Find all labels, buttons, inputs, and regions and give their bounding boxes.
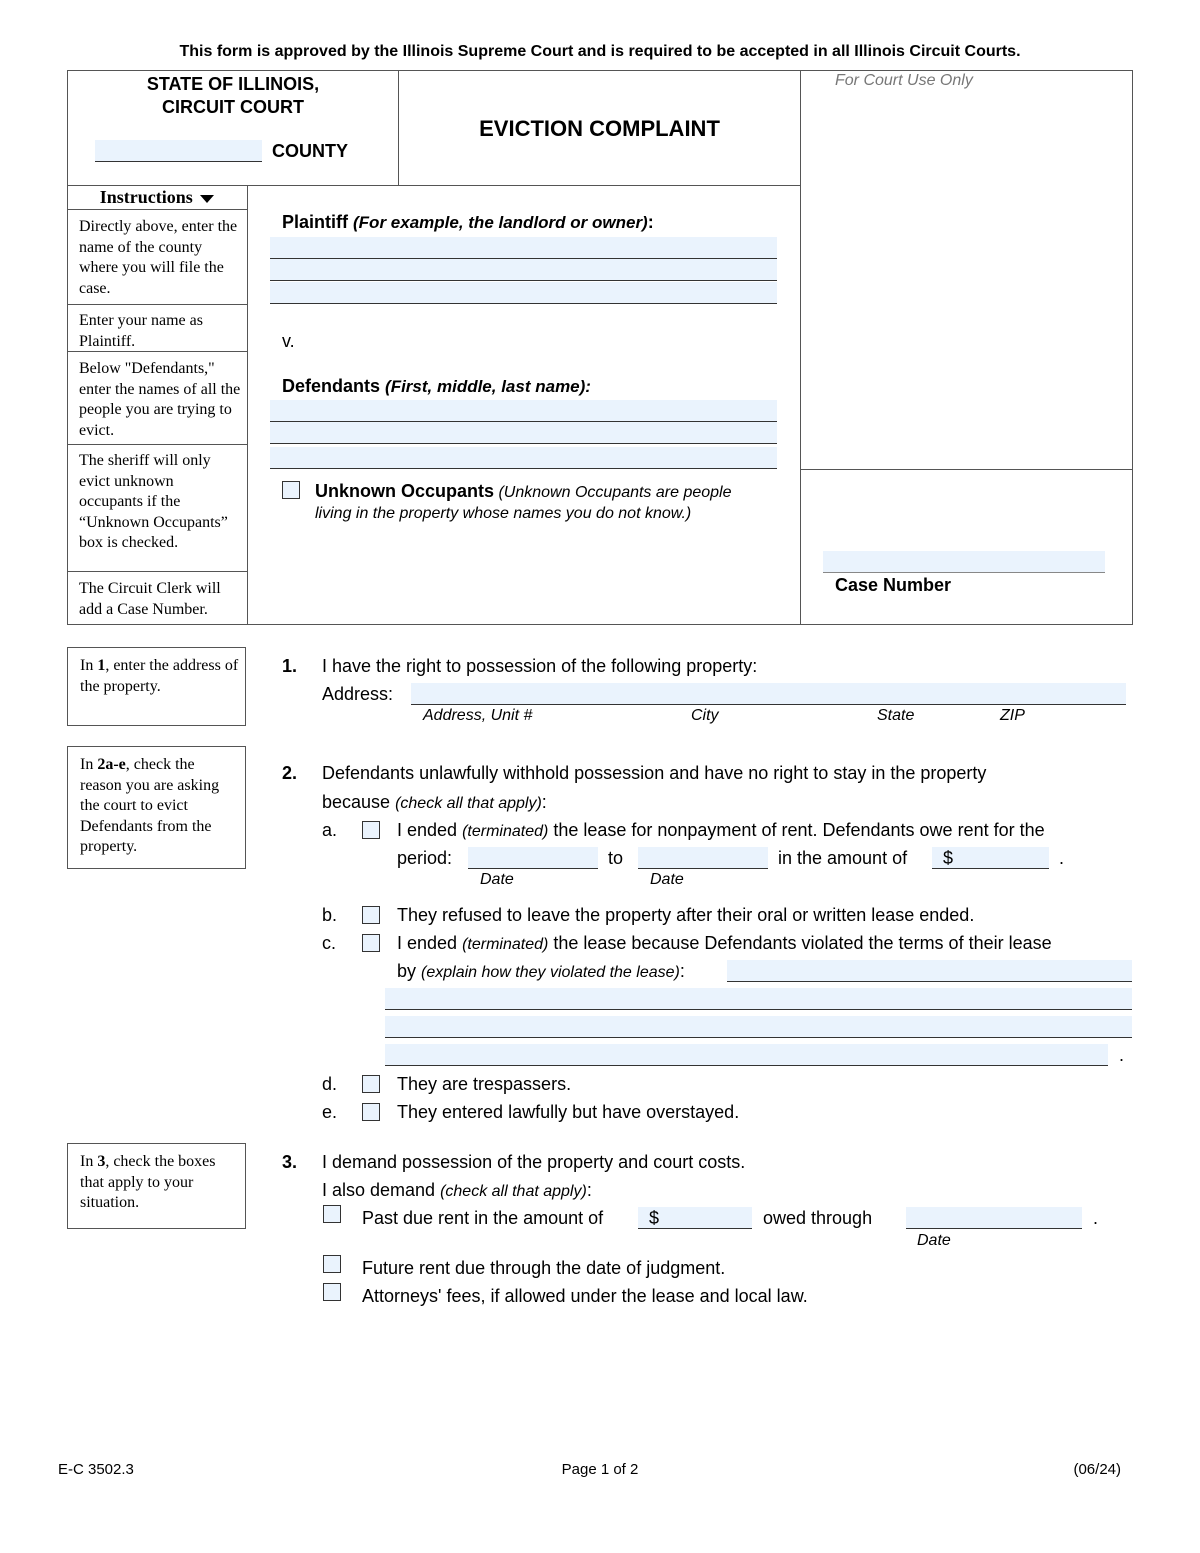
amount-label: in the amount of: [778, 848, 908, 868]
instruction-county: Directly above, enter the name of the county where you will file the case.: [79, 218, 238, 297]
section-1-text: I have the right to possession of the following property:: [322, 656, 758, 676]
reason-c-by: by (explain how they violated the lease):: [397, 961, 685, 981]
section-3-line1: I demand possession of the property and court costs.: [322, 1152, 746, 1172]
court-heading: [67, 73, 399, 119]
future-rent-checkbox[interactable]: [323, 1255, 341, 1273]
plaintiff-hint: (For example, the landlord or owner): [353, 213, 648, 232]
section-1-number: 1.: [282, 656, 298, 676]
violation-input-1[interactable]: [727, 960, 1132, 982]
versus-text: v.: [282, 331, 295, 351]
approval-note: This form is approved by the Illinois Supreme Court and is required to be accepted in all Illinois Circuit Courts.: [179, 43, 1021, 60]
caret-down-icon: [200, 194, 214, 204]
instruction-plaintiff: Enter your name as Plaintiff.: [79, 312, 203, 350]
reason-d-checkbox[interactable]: [362, 1075, 380, 1093]
period-dot: .: [1093, 1208, 1099, 1228]
section-2-line1: Defendants unlawfully withhold possession and have no right to stay in the property: [322, 763, 987, 783]
form-title: EVICTION COMPLAINT: [479, 116, 720, 141]
future-rent-label: Future rent due through the date of judgment.: [362, 1258, 726, 1278]
unknown-occupants-checkbox[interactable]: [282, 481, 300, 499]
item-d-letter: d.: [322, 1074, 338, 1094]
address-input[interactable]: [411, 683, 1126, 705]
to-label: to: [608, 848, 624, 868]
plaintiff-name-input-1[interactable]: [270, 237, 777, 259]
date-sublabel: Date: [480, 871, 514, 888]
instruction-box-1: [67, 647, 246, 726]
attorneys-fees-label: Attorneys' fees, if allowed under the lease and local law.: [362, 1286, 808, 1306]
period-dot: .: [1059, 848, 1065, 868]
unknown-occupants-label: Unknown Occupants: [315, 481, 495, 501]
reason-a-checkbox[interactable]: [362, 821, 380, 839]
state-sublabel: State: [877, 707, 915, 724]
item-a-letter: a.: [322, 820, 338, 840]
instruction-box-2: [67, 746, 246, 869]
instruction-defendants: Below "Defendants," enter the names of all the people you are trying to evict.: [79, 360, 241, 439]
violation-input-3[interactable]: [385, 1016, 1132, 1038]
plaintiff-name-input-2[interactable]: [270, 259, 777, 281]
form-version: (06/24): [1073, 1461, 1121, 1478]
page-number: Page 1 of 2: [561, 1461, 639, 1478]
period-end-input[interactable]: [638, 847, 768, 869]
instruction-section-2: In 2a-e, check the reason you are asking the court to evict Defendants from the property.: [80, 756, 220, 855]
address-sublabel: Address, Unit #: [423, 707, 533, 724]
reason-c-text: I ended (terminated) the lease because Defendants violated the terms of their lease: [397, 933, 1052, 953]
plaintiff-name-input-3[interactable]: [270, 282, 777, 304]
plaintiff-label-row: [282, 212, 654, 233]
section-3-line2: I also demand (check all that apply):: [322, 1180, 592, 1200]
instruction-occupants: The sheriff will only evict unknown occupants if the “Unknown Occupants” box is checked.: [79, 452, 228, 551]
past-due-checkbox[interactable]: [323, 1205, 341, 1223]
reason-a-text: I ended (terminated) the lease for nonpayment of rent. Defendants owe rent for the: [397, 820, 1045, 840]
case-number-label: Case Number: [835, 575, 952, 595]
date-sublabel: Date: [650, 871, 684, 888]
case-number-input[interactable]: [823, 551, 1105, 573]
period-start-input[interactable]: [468, 847, 598, 869]
instruction-box-3: [67, 1143, 246, 1229]
owed-through-label: owed through: [763, 1208, 873, 1228]
violation-input-4[interactable]: [385, 1044, 1108, 1066]
dollar-sign: $: [649, 1208, 660, 1228]
zip-sublabel: ZIP: [1000, 707, 1025, 724]
unknown-occupants-text: [315, 481, 755, 524]
reason-d-text: They are trespassers.: [397, 1074, 572, 1094]
dollar-sign: $: [943, 848, 954, 868]
plaintiff-label: Plaintiff: [282, 212, 348, 232]
reason-c-checkbox[interactable]: [362, 934, 380, 952]
section-2-number: 2.: [282, 763, 298, 783]
instruction-section-3: In 3, check the boxes that apply to your situation.: [80, 1153, 216, 1211]
county-input[interactable]: [95, 140, 262, 162]
court-use-label: For Court Use Only: [835, 72, 973, 89]
divider: [67, 444, 248, 445]
item-b-letter: b.: [322, 905, 338, 925]
plaintiff-colon: :: [647, 212, 654, 232]
attorneys-fees-checkbox[interactable]: [323, 1283, 341, 1301]
state-line: STATE OF ILLINOIS,: [146, 74, 320, 94]
owed-through-date-input[interactable]: [906, 1207, 1082, 1229]
period-dot: .: [1119, 1045, 1125, 1065]
court-line: CIRCUIT COURT: [162, 97, 304, 117]
instructions-heading: [67, 187, 247, 208]
section-3-number: 3.: [282, 1152, 298, 1172]
reason-e-checkbox[interactable]: [362, 1103, 380, 1121]
defendants-hint: (First, middle, last name):: [385, 377, 591, 396]
item-c-letter: c.: [322, 933, 337, 953]
divider: [67, 571, 248, 572]
date-sublabel: Date: [917, 1232, 951, 1249]
divider: [247, 185, 248, 625]
divider: [800, 70, 801, 625]
defendant-name-input-2[interactable]: [270, 422, 777, 444]
instruction-case-number: The Circuit Clerk will add a Case Number.: [79, 580, 221, 618]
instruction-section-1: In 1, enter the address of the property.: [80, 657, 239, 695]
item-e-letter: e.: [322, 1102, 338, 1122]
instructions-title: Instructions: [99, 187, 193, 207]
divider: [800, 469, 1133, 470]
defendants-label: Defendants: [282, 376, 381, 396]
city-sublabel: City: [691, 707, 719, 724]
reason-e-text: They entered lawfully but have overstayed.: [397, 1102, 740, 1122]
period-label: period:: [397, 848, 453, 868]
divider: [67, 304, 248, 305]
past-due-label: Past due rent in the amount of: [362, 1208, 604, 1228]
divider: [67, 209, 248, 210]
section-2-line2: because (check all that apply):: [322, 792, 547, 812]
county-label: COUNTY: [272, 141, 348, 161]
defendant-name-input-3[interactable]: [270, 447, 777, 469]
reason-b-text: They refused to leave the property after their oral or written lease ended.: [397, 905, 975, 925]
unknown-occupants-hint: (Unknown Occupants are people living in the property whose names you do not know.): [315, 484, 732, 522]
reason-b-checkbox[interactable]: [362, 906, 380, 924]
defendants-label-row: [282, 376, 591, 397]
violation-input-2[interactable]: [385, 988, 1132, 1010]
divider: [67, 185, 801, 186]
divider: [67, 351, 248, 352]
address-label: Address:: [322, 684, 394, 704]
defendant-name-input-1[interactable]: [270, 400, 777, 422]
form-id: E-C 3502.3: [58, 1461, 134, 1478]
